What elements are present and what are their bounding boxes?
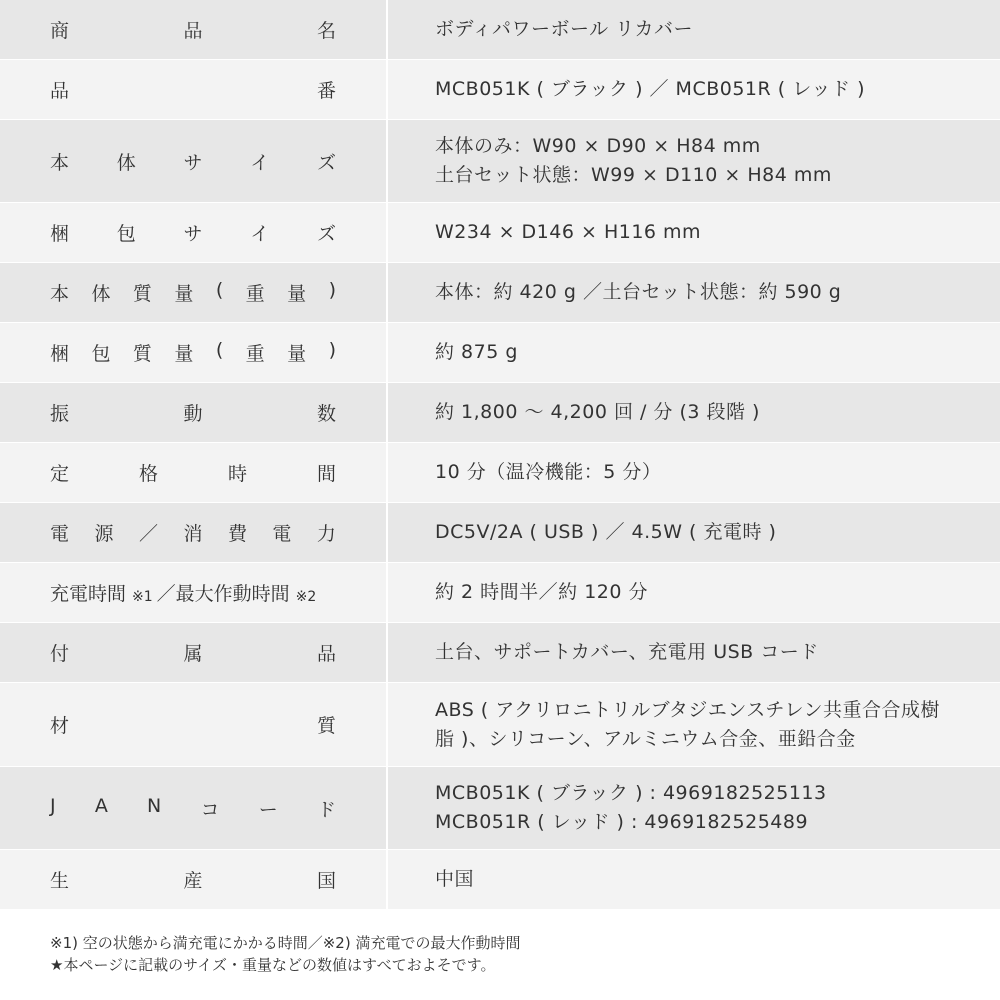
label-char: 時 xyxy=(227,463,247,485)
row-value: 約 2 時間半／約 120 分 xyxy=(435,581,649,603)
row-label xyxy=(50,639,336,666)
label-char: 費 xyxy=(227,523,247,545)
label-char: ド xyxy=(316,798,336,821)
label-char: 商 xyxy=(50,20,70,42)
row-label xyxy=(50,519,336,546)
row-value: MCB051K ( ブラック ) : 4969182525113 xyxy=(435,782,827,804)
label-char: サ xyxy=(183,223,203,245)
label-char: 付 xyxy=(50,643,70,665)
row-value: 中国 xyxy=(435,868,475,890)
label-char: 定 xyxy=(50,463,70,485)
label-char: 動 xyxy=(183,403,203,425)
label-char: 材 xyxy=(50,715,70,737)
label-char: 国 xyxy=(316,870,336,892)
label-char: 生 xyxy=(50,870,70,892)
spec-row-rated-time xyxy=(0,442,1000,502)
label-char: 属 xyxy=(183,643,203,665)
row-label xyxy=(50,711,336,738)
row-label xyxy=(50,866,336,893)
spec-row-country xyxy=(0,849,1000,909)
spec-row-power xyxy=(0,502,1000,562)
label-part: ／最大作動時間 xyxy=(156,583,290,605)
label-char: J xyxy=(50,794,56,817)
label-char: 電 xyxy=(272,523,292,545)
label-char: 量 xyxy=(174,343,194,365)
footnotes xyxy=(50,932,520,976)
label-char: 重 xyxy=(245,283,265,305)
label-char: ズ xyxy=(316,223,336,245)
spec-row-product-name xyxy=(0,0,1000,59)
footnote-text: ※1) 空の状態から満充電にかかる時間／※2) 満充電での最大作動時間 xyxy=(50,934,521,952)
label-char: 品 xyxy=(183,20,203,42)
label-char: ( xyxy=(215,339,224,361)
footnote-marker-1: ※1 xyxy=(132,589,153,605)
label-char: 梱 xyxy=(50,223,70,245)
label-char: 質 xyxy=(316,715,336,737)
row-label xyxy=(50,76,336,103)
spec-row-jan-code xyxy=(0,766,1000,849)
row-value: 約 1,800 ～ 4,200 回 / 分 (3 段階 ) xyxy=(435,401,760,423)
row-value: 約 875 g xyxy=(435,341,518,363)
label-char: 梱 xyxy=(50,343,70,365)
footnote-marker-2: ※2 xyxy=(295,589,317,605)
label-char: ー xyxy=(258,798,278,821)
label-char: 量 xyxy=(287,343,307,365)
label-char: 消 xyxy=(183,523,203,545)
label-char: サ xyxy=(183,151,203,174)
label-char: 産 xyxy=(183,870,203,892)
label-char: 包 xyxy=(116,223,136,245)
row-value: 10 分（温冷機能：5 分） xyxy=(435,461,662,483)
spec-row-accessories xyxy=(0,622,1000,682)
row-value: 土台セット状態：W99 × D110 × H84 mm xyxy=(435,164,832,186)
label-char: A xyxy=(94,794,108,817)
label-char: 量 xyxy=(174,283,194,305)
label-char: 質 xyxy=(132,283,152,305)
row-label xyxy=(50,339,336,366)
row-value: ABS ( アクリロニトリルブタジエンスチレン共重合合成樹 xyxy=(435,698,941,721)
label-char: 包 xyxy=(91,343,111,365)
row-value: MCB051R ( レッド ) : 4969182525489 xyxy=(435,811,809,833)
label-part: 充電時間 xyxy=(50,583,127,605)
spec-row-package-size xyxy=(0,202,1000,262)
label-char: ) xyxy=(328,279,336,301)
spec-row-body-size xyxy=(0,119,1000,202)
footnote-text: ★本ページに記載のサイズ・重量などの数値はすべておよそです。 xyxy=(50,956,496,974)
label-char: 力 xyxy=(316,523,336,545)
spec-row-vibration xyxy=(0,382,1000,442)
row-value: DC5V/2A ( USB ) ／ 4.5W ( 充電時 ) xyxy=(435,521,777,543)
spec-row-material xyxy=(0,682,1000,766)
spec-row-model-number xyxy=(0,59,1000,119)
label-char: イ xyxy=(250,223,270,245)
row-value: ボディパワーボール リカバー xyxy=(435,18,693,40)
label-char: 間 xyxy=(316,463,336,485)
label-char: 電 xyxy=(50,523,70,545)
label-char: 体 xyxy=(91,283,111,305)
row-value: 土台、サポートカバー、充電用 USB コード xyxy=(435,641,819,663)
label-char: 格 xyxy=(138,463,158,485)
label-char: 品 xyxy=(50,80,70,102)
label-char: 本 xyxy=(50,283,70,305)
row-label xyxy=(50,16,336,43)
label-char: 数 xyxy=(316,403,336,425)
spec-row-package-weight xyxy=(0,322,1000,382)
label-char: 体 xyxy=(116,151,136,174)
row-value: 本体：約 420 g ／土台セット状態：約 590 g xyxy=(435,281,842,303)
row-value: W234 × D146 × H116 mm xyxy=(435,221,702,243)
row-label xyxy=(50,579,336,606)
label-char: ( xyxy=(215,279,224,301)
row-label xyxy=(50,219,336,246)
label-char: ) xyxy=(328,339,336,361)
label-char: 量 xyxy=(287,283,307,305)
row-label xyxy=(50,148,336,175)
label-char: 質 xyxy=(132,343,152,365)
row-value: 本体のみ：W90 × D90 × H84 mm xyxy=(435,135,761,157)
label-char: 番 xyxy=(316,80,336,102)
label-char: ズ xyxy=(316,151,336,174)
label-char: 本 xyxy=(50,151,70,174)
label-char: イ xyxy=(250,151,270,174)
label-char: N xyxy=(147,794,162,817)
row-label xyxy=(50,399,336,426)
spec-row-charge-time xyxy=(0,562,1000,622)
label-char: 振 xyxy=(50,403,70,425)
label-char: 名 xyxy=(316,20,336,42)
label-char: コ xyxy=(200,798,220,821)
spec-row-body-weight xyxy=(0,262,1000,322)
label-char: 重 xyxy=(245,343,265,365)
label-char: ／ xyxy=(138,523,158,545)
row-label xyxy=(50,279,336,306)
row-value: MCB051K ( ブラック ) ／ MCB051R ( レッド ) xyxy=(435,78,865,100)
label-char: 品 xyxy=(316,643,336,665)
row-value: 脂 )、シリコーン、アルミニウム合金、亜鉛合金 xyxy=(435,727,856,750)
label-char: 源 xyxy=(94,523,114,545)
row-label xyxy=(50,795,336,822)
row-label xyxy=(50,459,336,486)
